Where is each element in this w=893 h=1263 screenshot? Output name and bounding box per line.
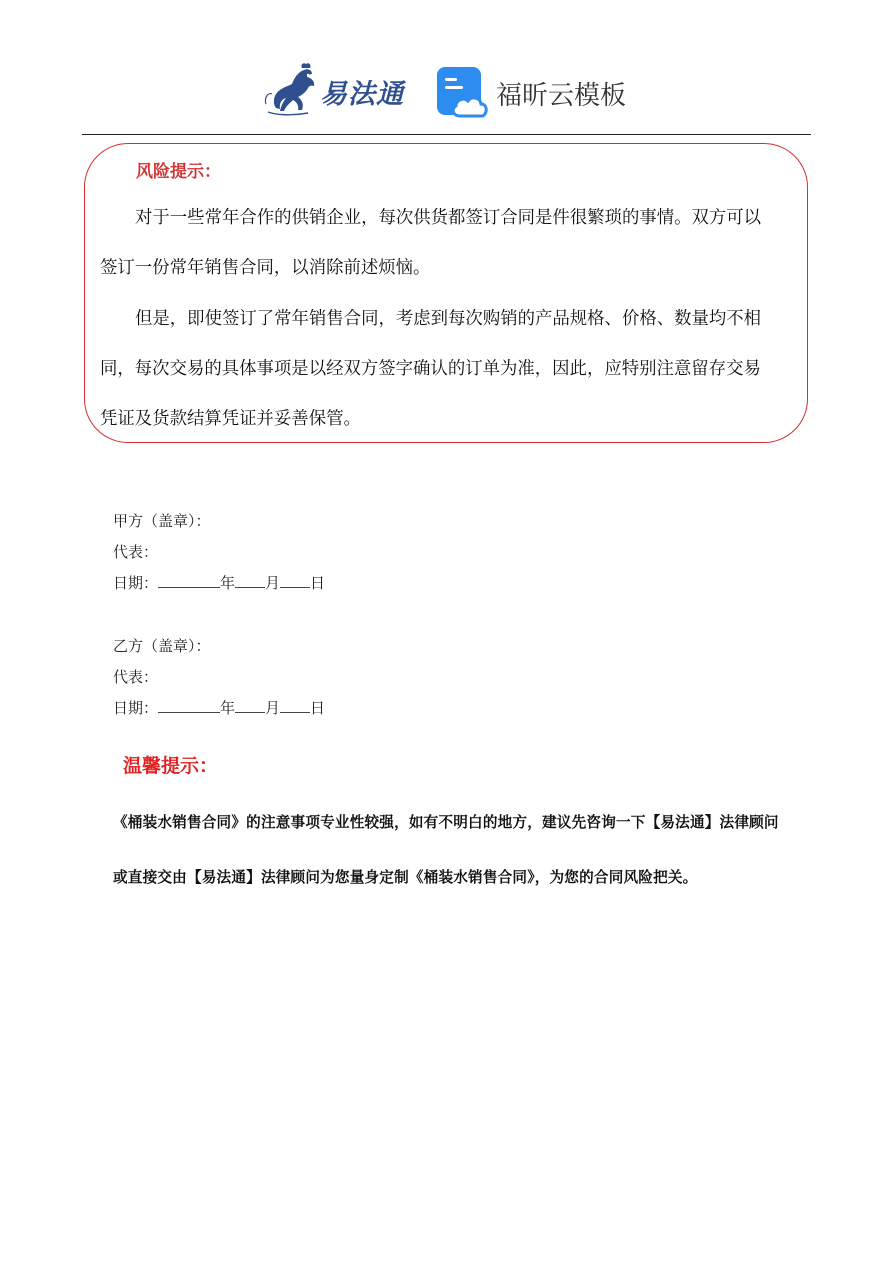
party-a-seal-label: 甲方（盖章）： bbox=[113, 512, 211, 530]
party-a-day-unit: 日 bbox=[310, 574, 326, 592]
yifatong-logo bbox=[262, 62, 414, 118]
party-a-date-line bbox=[113, 573, 325, 593]
header-divider bbox=[82, 134, 811, 135]
party-a-date-label: 日期： bbox=[113, 574, 159, 592]
party-a-representative-label: 代表： bbox=[113, 543, 159, 561]
yifatong-brand-text: 易法通 bbox=[320, 79, 404, 110]
party-a-month-blank[interactable] bbox=[235, 573, 265, 588]
party-b-month-blank[interactable] bbox=[235, 698, 265, 713]
party-b-year-blank[interactable] bbox=[158, 698, 220, 713]
risk-paragraph-2: 但是，即使签订了常年销售合同，考虑到每次购销的产品规格、价格、数量均不相同，每次交易的具体事项是以经双方签字确认的订单为准，因此，应特别注意留存交易凭证及货款结算凭证并妥善保管。 bbox=[100, 309, 762, 429]
party-b-date-label: 日期： bbox=[113, 699, 159, 717]
risk-notice-title: 风险提示： bbox=[136, 162, 221, 182]
party-b-day-unit: 日 bbox=[310, 699, 326, 717]
party-b-day-blank[interactable] bbox=[280, 698, 310, 713]
fuxin-logo bbox=[436, 66, 636, 118]
warm-tip-line-1: 《桶装水销售合同》的注意事项专业性较强，如有不明白的地方，建议先咨询一下【易法通】法律顾问 bbox=[113, 814, 779, 831]
party-b-month-unit: 月 bbox=[265, 699, 281, 717]
party-a-month-unit: 月 bbox=[265, 574, 281, 592]
fuxin-brand-text: 福昕云模板 bbox=[496, 81, 627, 111]
document-header bbox=[0, 0, 893, 136]
horse-mascot-icon bbox=[262, 62, 322, 118]
party-b-seal-label: 乙方（盖章）： bbox=[113, 637, 211, 655]
party-a-year-blank[interactable] bbox=[158, 573, 220, 588]
party-a-year-unit: 年 bbox=[220, 574, 236, 592]
party-b-representative-label: 代表： bbox=[113, 668, 159, 686]
warm-tip-line-2: 或直接交由【易法通】法律顾问为您量身定制《桶装水销售合同》，为您的合同风险把关。 bbox=[113, 869, 698, 886]
party-a-day-blank[interactable] bbox=[280, 573, 310, 588]
party-b-year-unit: 年 bbox=[220, 699, 236, 717]
warm-tip-title: 温馨提示： bbox=[123, 755, 219, 777]
risk-paragraph-1: 对于一些常年合作的供销企业，每次供货都签订合同是件很繁琐的事情。双方可以签订一份常年销售合同，以消除前述烦恼。 bbox=[100, 208, 762, 278]
party-b-date-line bbox=[113, 698, 325, 718]
cloud-document-icon bbox=[436, 66, 488, 118]
